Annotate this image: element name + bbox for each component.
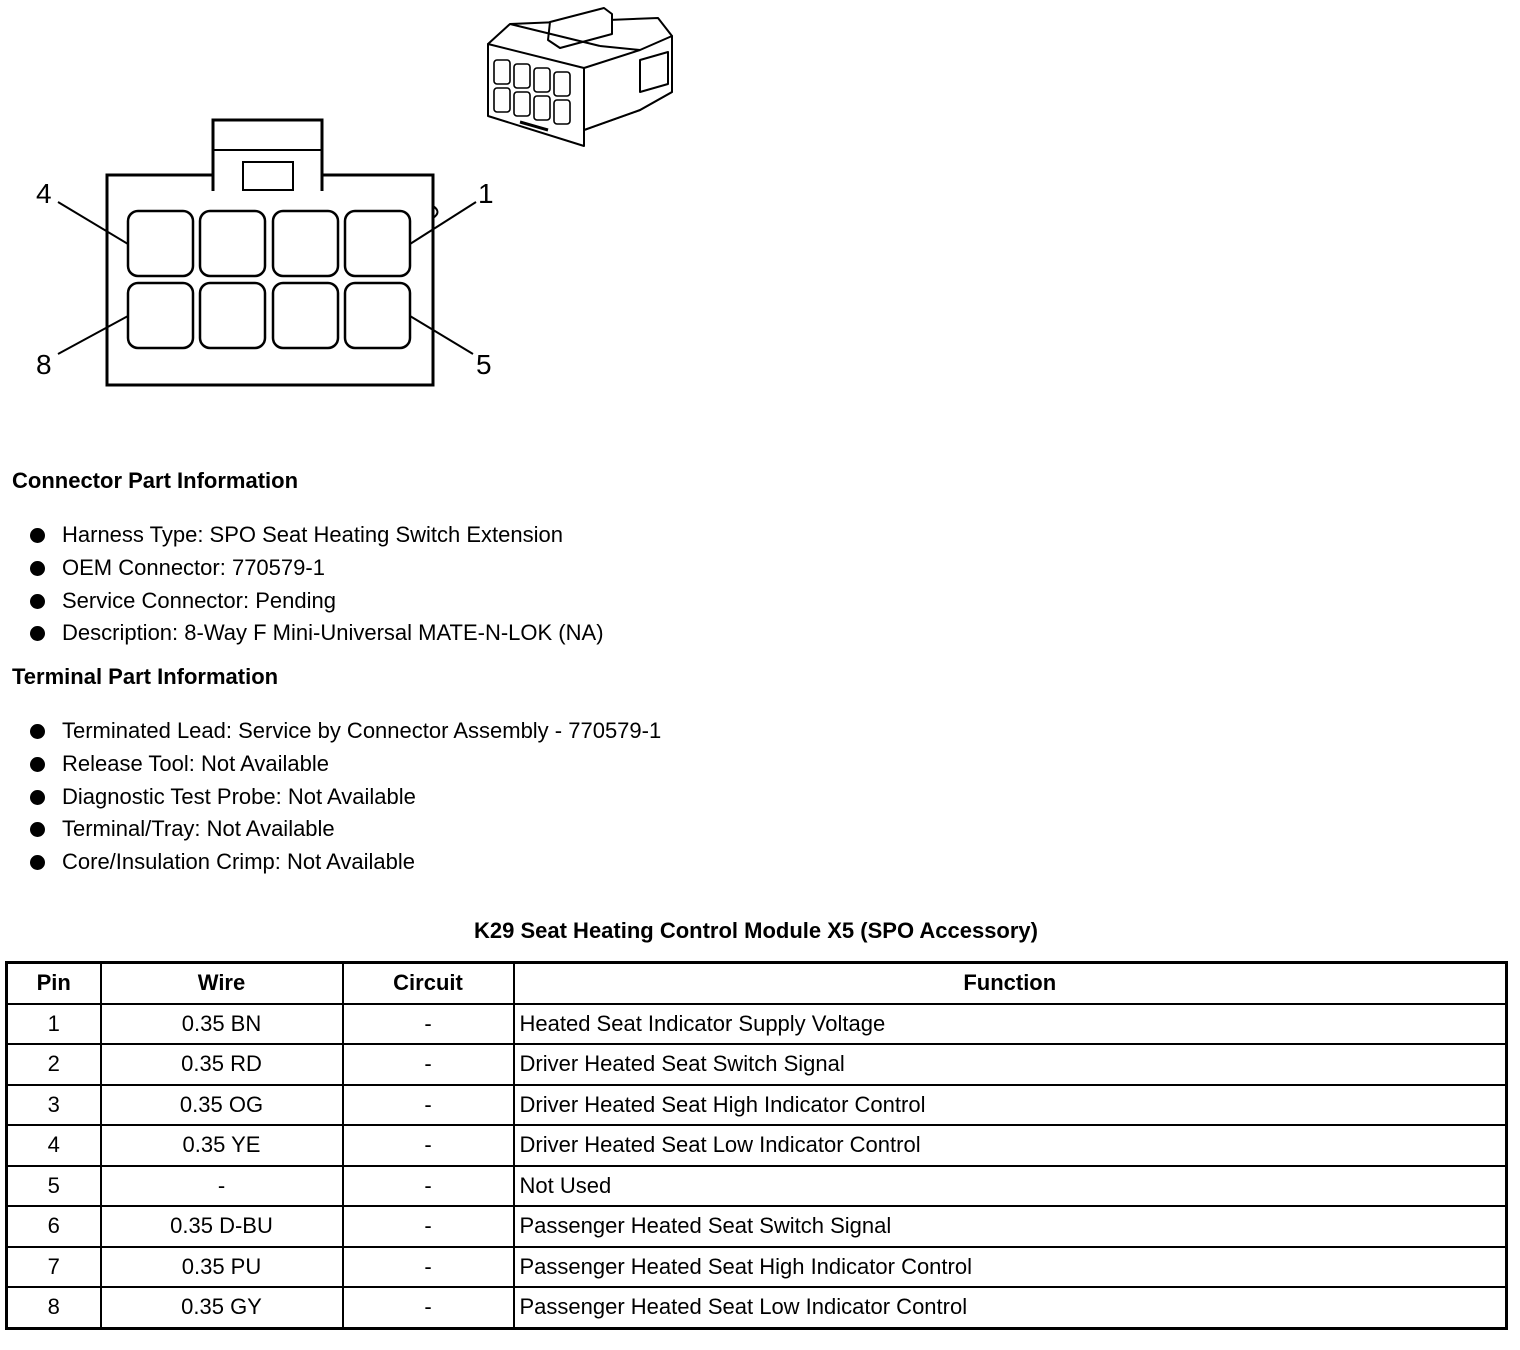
cavity-6 <box>273 283 338 348</box>
list-item-text: OEM Connector: 770579-1 <box>62 554 325 580</box>
pin-cell: 4 <box>7 1125 101 1166</box>
bullet-icon <box>30 855 45 870</box>
table-row <box>7 1085 1507 1126</box>
list-item-text: Description: 8-Way F Mini-Universal MATE-N-LOK (NA) <box>62 620 604 646</box>
list-item <box>28 813 661 846</box>
wire-cell: 0.35 GY <box>101 1287 343 1328</box>
list-item <box>28 846 661 879</box>
pin-cell: 7 <box>7 1247 101 1288</box>
list-item <box>28 585 604 618</box>
list-item <box>28 617 604 650</box>
wire-cell: 0.35 RD <box>101 1044 343 1085</box>
list-item-text: Service Connector: Pending <box>62 587 336 613</box>
cavity-2 <box>273 211 338 276</box>
pin-cell: 6 <box>7 1206 101 1247</box>
cavity-3 <box>200 211 265 276</box>
circuit-cell: - <box>343 1166 514 1207</box>
pin-cell: 5 <box>7 1166 101 1207</box>
column-header-pin: Pin <box>7 963 101 1004</box>
pin-label-8: 8 <box>36 349 52 380</box>
pin-cell: 8 <box>7 1287 101 1328</box>
pin-label-5: 5 <box>476 349 492 380</box>
circuit-cell: - <box>343 1125 514 1166</box>
terminal-info-heading: Terminal Part Information <box>12 664 279 689</box>
function-cell: Passenger Heated Seat High Indicator Control <box>514 1247 1507 1288</box>
table-row <box>7 1247 1507 1288</box>
bullet-icon <box>30 724 45 739</box>
list-item-text: Harness Type: SPO Seat Heating Switch Extension <box>62 522 563 547</box>
bullet-icon <box>30 561 45 576</box>
bullet-icon <box>30 757 45 772</box>
bullet-icon <box>30 626 45 641</box>
cavity-4 <box>128 211 193 276</box>
column-header-wire: Wire <box>101 963 343 1004</box>
circuit-cell: - <box>343 1085 514 1126</box>
bullet-icon <box>30 528 45 543</box>
table-row <box>7 1287 1507 1328</box>
table-row <box>7 1125 1507 1166</box>
pin-cell: 3 <box>7 1085 101 1126</box>
connector-3d-illustration <box>488 8 672 146</box>
circuit-cell: - <box>343 1287 514 1328</box>
cavity-5 <box>345 283 410 348</box>
bullet-icon <box>30 790 45 805</box>
bullet-icon <box>30 594 45 609</box>
connector-info-list <box>28 519 604 650</box>
list-item <box>28 748 661 781</box>
circuit-cell: - <box>343 1247 514 1288</box>
cavity-1 <box>345 211 410 276</box>
function-cell: Not Used <box>514 1166 1507 1207</box>
terminal-info-list <box>28 715 661 879</box>
connector-face-diagram <box>0 0 720 420</box>
pin-cell: 2 <box>7 1044 101 1085</box>
cavity-7 <box>200 283 265 348</box>
circuit-cell: - <box>343 1044 514 1085</box>
table-row <box>7 1166 1507 1207</box>
circuit-cell: - <box>343 1004 514 1045</box>
list-item-text: Core/Insulation Crimp: Not Available <box>62 849 415 875</box>
list-item-text: Diagnostic Test Probe: Not Available <box>62 783 416 809</box>
function-cell: Driver Heated Seat Low Indicator Control <box>514 1125 1507 1166</box>
pin-label-4: 4 <box>36 178 52 209</box>
table-header-row <box>7 963 1507 1004</box>
pin-table-title: K29 Seat Heating Control Module X5 (SPO Accessory) <box>474 918 1038 943</box>
function-cell: Driver Heated Seat High Indicator Control <box>514 1085 1507 1126</box>
list-item <box>28 781 661 814</box>
pin-table <box>5 961 1508 1330</box>
wire-cell: 0.35 D-BU <box>101 1206 343 1247</box>
pin-label-1: 1 <box>478 178 494 209</box>
terminal-cavities <box>128 211 410 348</box>
table-row <box>7 1004 1507 1045</box>
wire-cell: 0.35 OG <box>101 1085 343 1126</box>
pin-leader-lines <box>58 202 476 354</box>
cavity-8 <box>128 283 193 348</box>
list-item <box>28 552 604 585</box>
table-row <box>7 1044 1507 1085</box>
bullet-icon <box>30 822 45 837</box>
table-row <box>7 1206 1507 1247</box>
function-cell: Heated Seat Indicator Supply Voltage <box>514 1004 1507 1045</box>
wire-cell: - <box>101 1166 343 1207</box>
wire-cell: 0.35 BN <box>101 1004 343 1045</box>
pin-cell: 1 <box>7 1004 101 1045</box>
column-header-function: Function <box>514 963 1507 1004</box>
column-header-circuit: Circuit <box>343 963 514 1004</box>
function-cell: Passenger Heated Seat Switch Signal <box>514 1206 1507 1247</box>
connector-info-heading: Connector Part Information <box>12 468 299 493</box>
wire-cell: 0.35 PU <box>101 1247 343 1288</box>
function-cell: Driver Heated Seat Switch Signal <box>514 1044 1507 1085</box>
list-item <box>28 715 661 748</box>
wire-cell: 0.35 YE <box>101 1125 343 1166</box>
list-item-text: Terminal/Tray: Not Available <box>62 816 335 842</box>
list-item-text: Release Tool: Not Available <box>62 750 330 776</box>
function-cell: Passenger Heated Seat Low Indicator Control <box>514 1287 1507 1328</box>
circuit-cell: - <box>343 1206 514 1247</box>
list-item <box>28 519 604 552</box>
list-item-text: Terminated Lead: Service by Connector Assembly - 770579-1 <box>62 718 662 743</box>
